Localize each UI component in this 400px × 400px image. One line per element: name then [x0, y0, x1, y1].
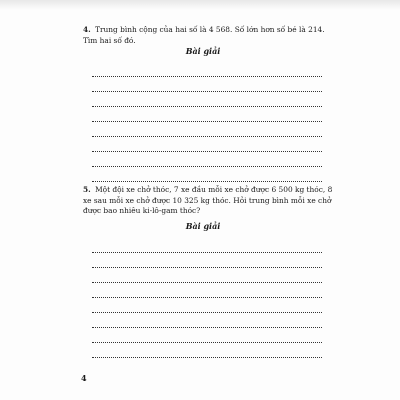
- problem-5-heading: Bài giải: [185, 221, 221, 231]
- answer-line: [92, 313, 322, 328]
- problem-5-answer-lines: [92, 238, 322, 358]
- answer-line: [92, 92, 322, 107]
- answer-line: [92, 298, 322, 313]
- page-top-edge: [0, 0, 400, 10]
- problem-4-number: 4.: [83, 25, 91, 34]
- answer-line: [92, 283, 322, 298]
- answer-line: [92, 137, 322, 152]
- answer-line: [92, 77, 322, 92]
- answer-line: [92, 152, 322, 167]
- problem-4-text: Trung bình cộng của hai số là 4 568. Số lớn hơn số bé là 214. Tìm hai số đó.: [83, 25, 325, 45]
- answer-line: [92, 107, 322, 122]
- problem-5: [83, 185, 333, 217]
- answer-line: [92, 62, 322, 77]
- problem-4: [83, 25, 333, 46]
- answer-line: [92, 253, 322, 268]
- problem-5-number: 5.: [83, 185, 91, 194]
- answer-line: [92, 268, 322, 283]
- answer-line: [92, 122, 322, 137]
- answer-line: [92, 167, 322, 182]
- page-number: 4: [81, 373, 87, 383]
- answer-line: [92, 238, 322, 253]
- problem-4-heading: Bài giải: [185, 46, 221, 56]
- answer-line: [92, 343, 322, 358]
- answer-line: [92, 328, 322, 343]
- problem-5-text: Một đội xe chở thóc, 7 xe đầu mỗi xe chở được 6 500 kg thóc, 8 xe sau mỗi xe chở được 10 325 kg thóc. Hỏi trung bình mỗi xe chở được bao nhiêu ki-lô-gam thóc?: [83, 185, 333, 215]
- problem-4-answer-lines: [92, 62, 322, 182]
